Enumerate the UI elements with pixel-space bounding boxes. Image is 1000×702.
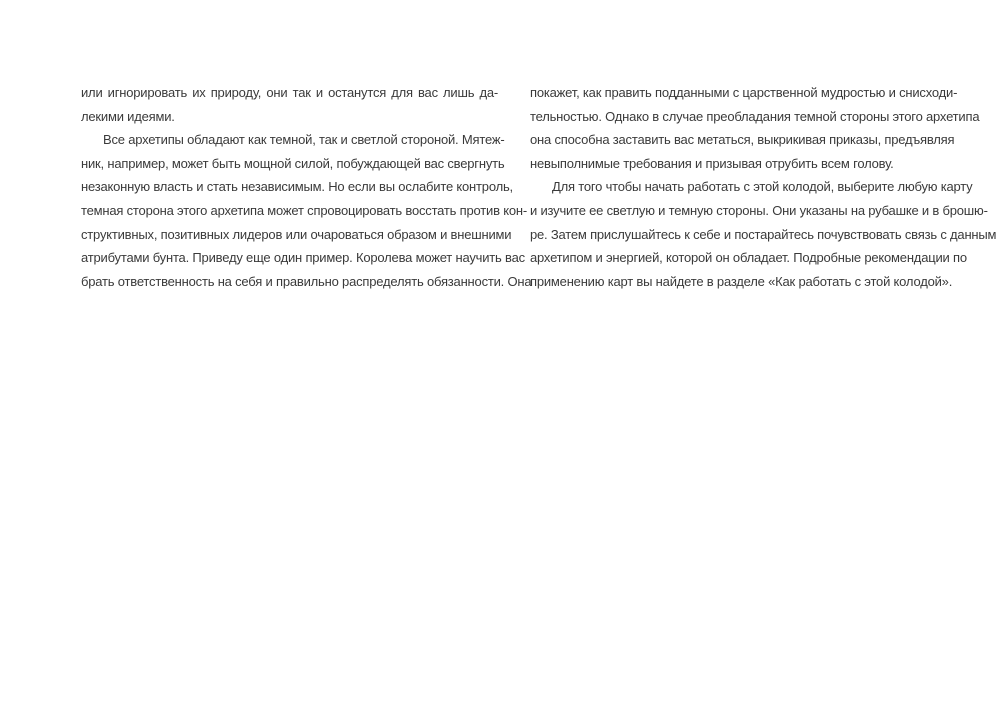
text-line: незаконную власть и стать независимым. Но если вы ослабите контроль, [81,179,513,195]
text-line: ре. Затем прислушайтесь к себе и постарайтесь почувствовать связь с данным [530,226,997,242]
text-line: темная сторона этого архетипа может спровоцировать восстать против кон- [81,202,527,218]
text-line: или игнорировать их природу, они так и останутся для вас лишь да- [81,85,498,100]
text-line: и изучите ее светлую и темную стороны. Они указаны на рубашке и в брошю- [530,202,988,218]
text-line: покажет, как править подданными с царственной мудростью и снисходи- [530,85,958,100]
paragraph-first-line: Все архетипы обладают как темной, так и светлой стороной. Мятеж- [103,132,505,148]
text-line: невыполнимые требования и призывая отрубить всем голову. [530,155,894,171]
text-line: архетипом и энергией, которой он обладает. Подробные рекомендации по [530,250,967,266]
text-line: ник, например, может быть мощной силой, побуждающей вас свергнуть [81,155,505,171]
left-text-column [81,81,532,293]
paragraph-first-line: Для того чтобы начать работать с этой колодой, выберите любую карту [552,179,973,195]
text-line: брать ответственность на себя и правильно распределять обязанности. Она [81,273,532,289]
right-text-column [530,81,997,293]
text-line: тельностью. Однако в случае преобладания темной стороны этого архетипа [530,108,980,124]
text-line: структивных, позитивных лидеров или очароваться образом и внешними [81,226,512,242]
text-line: она способна заставить вас метаться, выкрикивая приказы, предъявляя [530,132,955,148]
text-line: атрибутами бунта. Приведу еще один пример. Королева может научить вас [81,250,525,266]
text-line: применению карт вы найдете в разделе «Как работать с этой колодой». [530,273,953,289]
text-line: лекими идеями. [81,108,175,124]
